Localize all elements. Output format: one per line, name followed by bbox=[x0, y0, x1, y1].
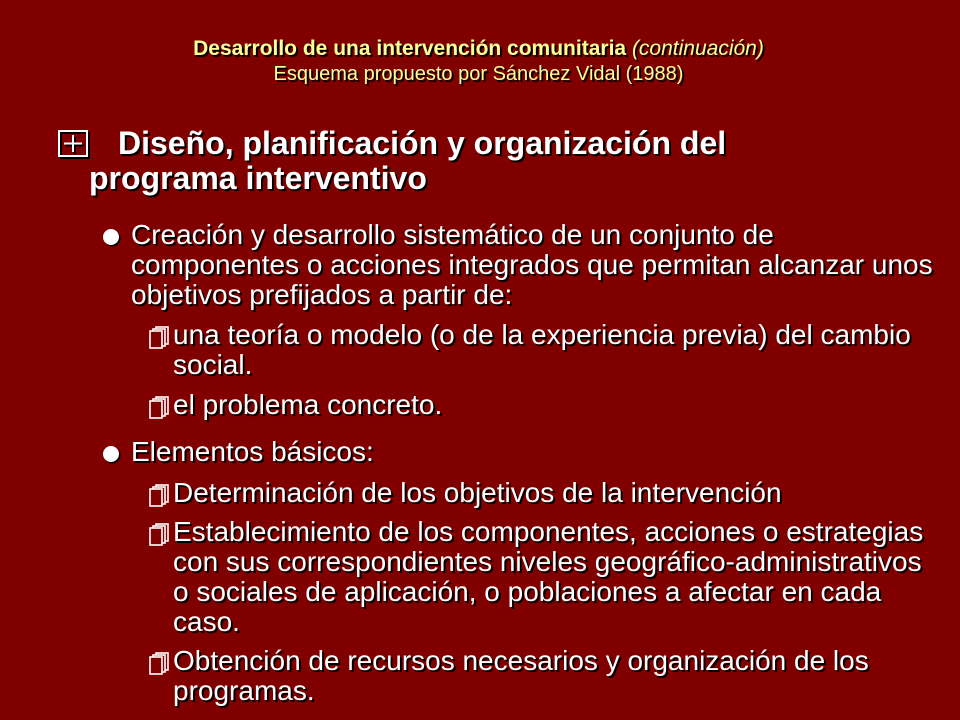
header-subtitle: Esquema propuesto por Sánchez Vidal (1988) bbox=[273, 63, 684, 85]
slide-header bbox=[0, 36, 960, 86]
list-item-text: Determinación de los objetivos de la intervención bbox=[173, 477, 782, 508]
list-item bbox=[147, 390, 937, 420]
list-item-text: Creación y desarrollo sistemático de un conjunto de componentes o acciones integrados que permitan alcanzar unos objetivos prefijados a partir de: bbox=[131, 219, 933, 310]
list-item bbox=[102, 220, 942, 310]
header-title-main: Desarrollo de una intervención comunitaria bbox=[193, 37, 627, 60]
pages-icon bbox=[147, 522, 171, 546]
slide-title bbox=[56, 126, 936, 196]
list-item-text: Elementos básicos: bbox=[131, 436, 374, 467]
header-title bbox=[0, 36, 960, 62]
header-title-continuation: (continuación) bbox=[631, 37, 764, 60]
list-item bbox=[102, 437, 942, 467]
list-item-text: el problema concreto. bbox=[173, 389, 443, 420]
pages-icon bbox=[147, 483, 171, 507]
title-line-2: programa interventivo bbox=[89, 160, 427, 196]
list-item-text: Establecimiento de los componentes, acciones o estrategias con sus correspondientes niveles geográfico-administrativos o sociales de aplicación, o poblaciones a afectar en cada caso. bbox=[173, 516, 924, 637]
circle-bullet-icon bbox=[102, 445, 122, 465]
pages-icon bbox=[147, 651, 171, 675]
list-item bbox=[147, 517, 937, 637]
title-line-1: Diseño, planificación y organización del bbox=[118, 125, 727, 161]
circle-bullet-icon bbox=[102, 228, 122, 248]
list-item-text: una teoría o modelo (o de la experiencia previa) del cambio social. bbox=[173, 319, 911, 380]
list-item bbox=[147, 646, 937, 706]
list-item bbox=[147, 478, 937, 508]
list-item-text: Obtención de recursos necesarios y organización de los programas. bbox=[173, 645, 869, 706]
plus-box-icon bbox=[58, 130, 92, 160]
pages-icon bbox=[147, 325, 171, 349]
list-item bbox=[147, 320, 937, 380]
pages-icon bbox=[147, 395, 171, 419]
